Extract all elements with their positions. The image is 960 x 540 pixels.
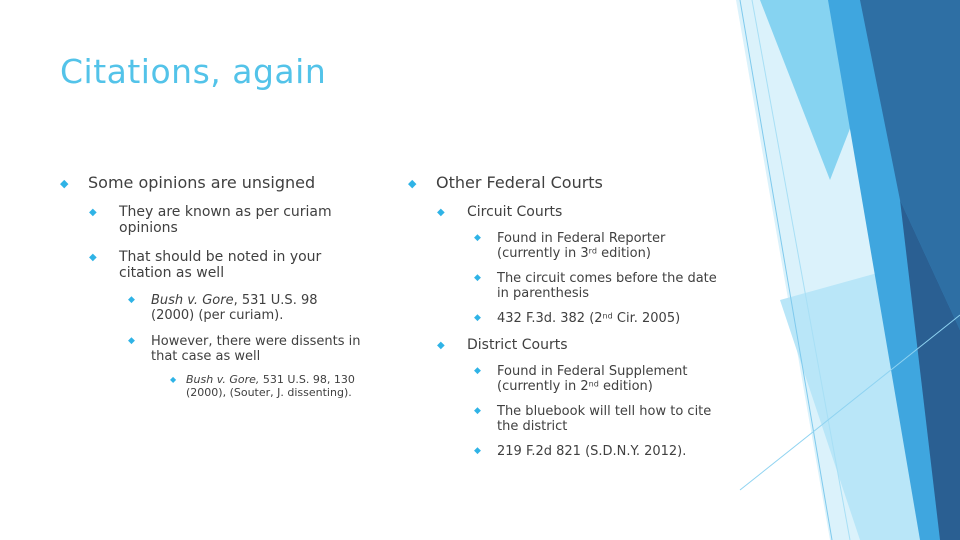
circuit-reporter-item <box>474 231 724 261</box>
district-bluebook-text: The bluebook will tell how to cite the district <box>497 404 712 434</box>
circuit-order-text: The circuit comes before the date in parenthesis <box>497 271 717 301</box>
diamond-bullet-icon: ◆ <box>474 313 481 323</box>
district-courts-item <box>437 337 677 353</box>
text-part: edition) <box>596 246 651 261</box>
left-heading: Some opinions are unsigned <box>88 173 316 192</box>
right-heading: Other Federal Courts <box>436 173 603 192</box>
left-citation-dissent <box>170 373 366 399</box>
district-bluebook-item <box>474 404 724 434</box>
district-courts-label: District Courts <box>467 337 568 353</box>
diamond-bullet-icon: ◆ <box>60 177 69 190</box>
left-point-noted-text: That should be noted in your citation as well <box>119 249 322 281</box>
district-example-item <box>474 444 724 459</box>
diamond-bullet-icon: ◆ <box>89 252 97 263</box>
diamond-bullet-icon: ◆ <box>437 207 445 218</box>
district-example-text: 219 F.2d 821 (S.D.N.Y. 2012). <box>497 444 687 459</box>
left-citation-per-curiam <box>128 293 364 323</box>
left-point-noted <box>89 249 351 281</box>
circuit-order-item <box>474 271 724 301</box>
left-point-dissents <box>128 334 364 364</box>
citation-per-curiam-text <box>151 293 364 323</box>
ordinal-suffix: rd <box>588 246 597 256</box>
diamond-bullet-icon: ◆ <box>474 273 481 283</box>
ordinal-suffix: nd <box>588 379 599 389</box>
circuit-courts-label: Circuit Courts <box>467 204 563 220</box>
circuit-example-text <box>497 311 680 326</box>
diamond-bullet-icon: ◆ <box>474 366 481 376</box>
left-point-known-text: They are known as per curiam opinions <box>119 204 332 236</box>
circuit-courts-item <box>437 204 677 220</box>
left-point-dissents-text: However, there were dissents in that case as well <box>151 334 361 364</box>
ordinal-suffix: nd <box>602 311 613 321</box>
diamond-bullet-icon: ◆ <box>474 406 481 416</box>
circuit-reporter-text <box>497 231 724 261</box>
text-part: edition) <box>598 379 653 394</box>
citation-rest: , 531 U.S. 98 (2000) (per curiam). <box>151 293 318 323</box>
left-heading-item <box>60 173 360 193</box>
circuit-example-item <box>474 311 724 326</box>
diamond-bullet-icon: ◆ <box>128 336 135 346</box>
text-part: Found in Federal Reporter (currently in 3 <box>497 231 666 261</box>
diamond-bullet-icon: ◆ <box>474 446 481 456</box>
diamond-bullet-icon: ◆ <box>89 207 97 218</box>
slide-title: Citations, again <box>60 52 327 91</box>
district-supplement-text <box>497 364 724 394</box>
text-part: Found in Federal Supplement (currently in 2 <box>497 364 688 394</box>
citation-dissent-text <box>186 373 366 399</box>
district-supplement-item <box>474 364 724 394</box>
text-part: 432 F.3d. 382 (2 <box>497 311 603 326</box>
citation-rest: 531 U.S. 98, 130 (2000), (Souter, J. dissenting). <box>186 373 355 399</box>
case-name: Bush v. Gore, <box>186 373 260 386</box>
right-heading-item <box>408 173 668 193</box>
text-part: Cir. 2005) <box>612 311 681 326</box>
diamond-bullet-icon: ◆ <box>474 233 481 243</box>
diamond-bullet-icon: ◆ <box>437 340 445 351</box>
diamond-bullet-icon: ◆ <box>170 375 177 384</box>
case-name: Bush v. Gore <box>151 293 234 308</box>
diamond-bullet-icon: ◆ <box>408 177 417 190</box>
left-point-known <box>89 204 351 236</box>
diamond-bullet-icon: ◆ <box>128 295 135 305</box>
